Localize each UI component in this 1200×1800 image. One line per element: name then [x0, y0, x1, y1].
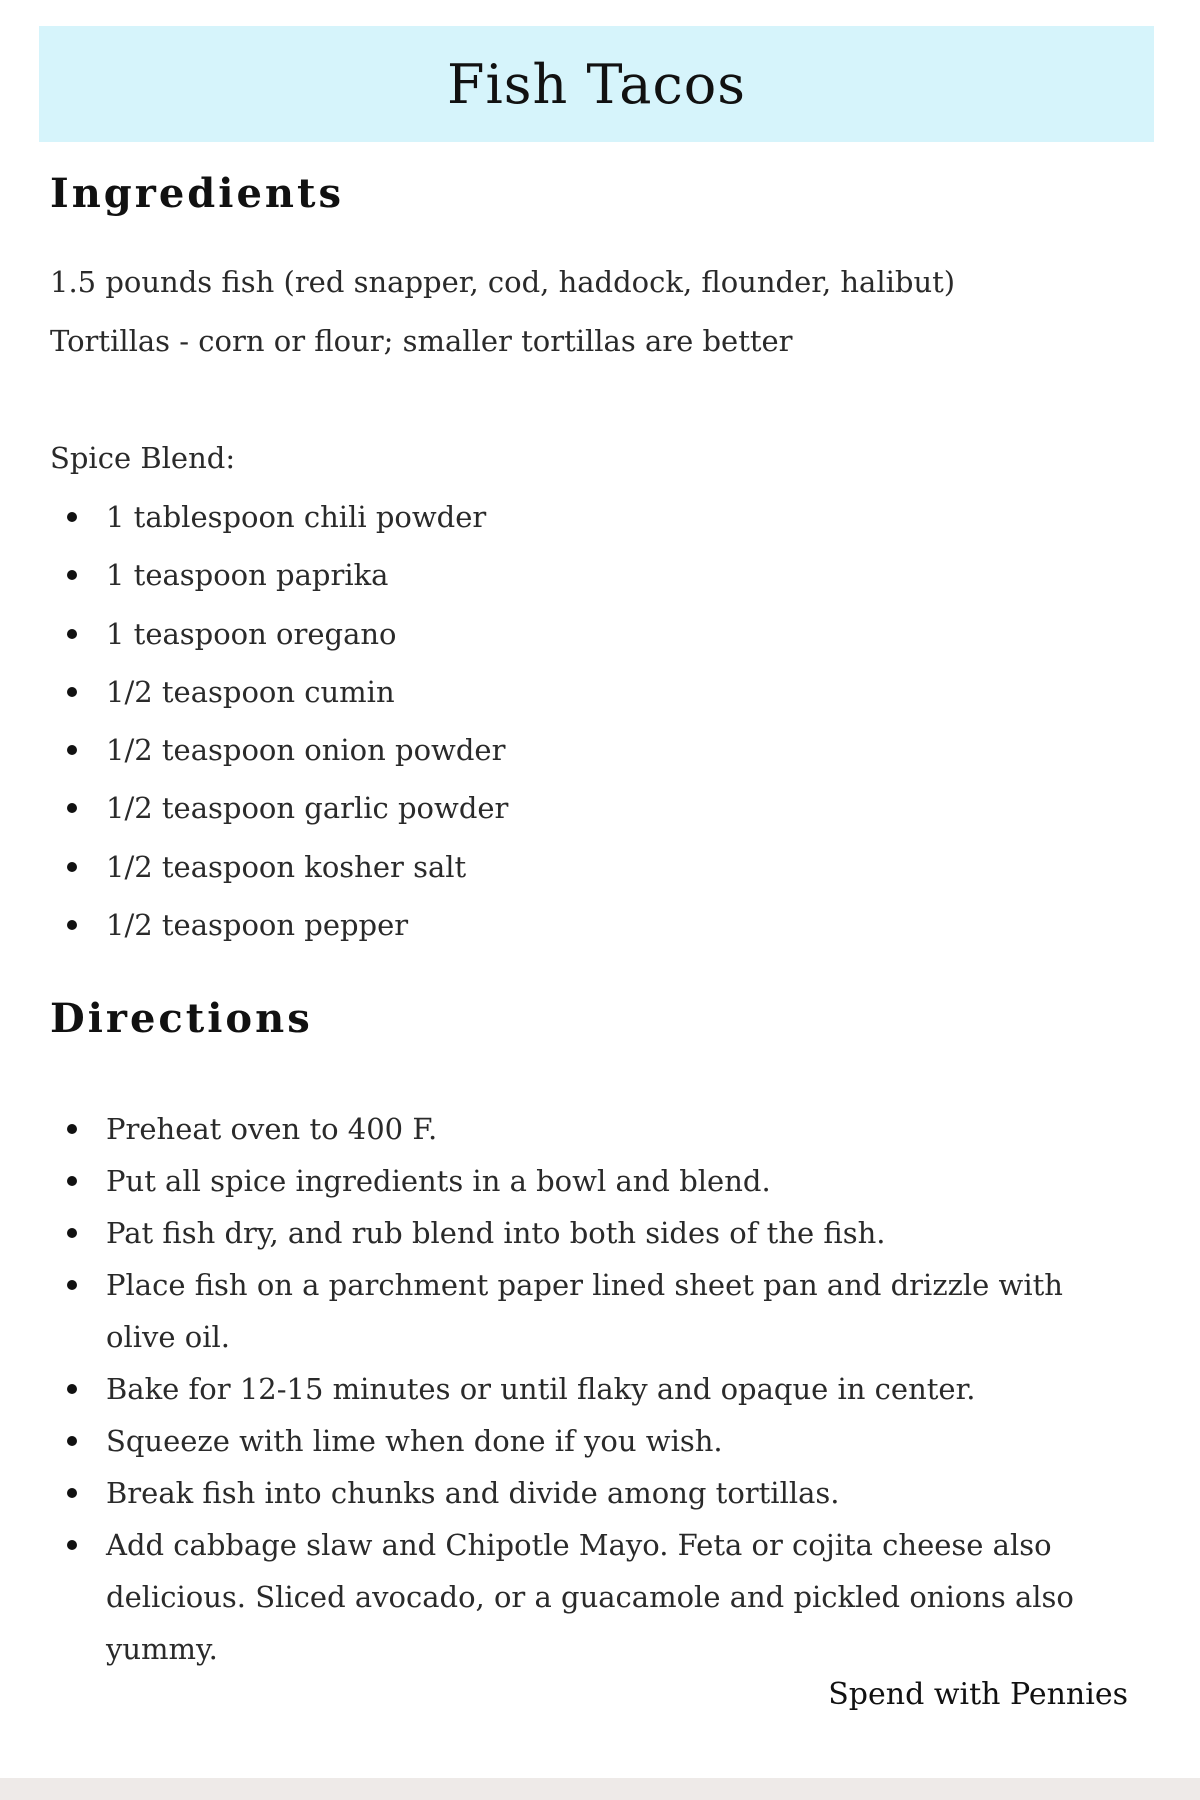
direction-step: Bake for 12-15 minutes or until flaky and opaque in center. — [50, 1363, 1130, 1415]
direction-step: Preheat oven to 400 F. — [50, 1103, 1130, 1155]
directions-heading: Directions — [50, 995, 313, 1042]
direction-step: Add cabbage slaw and Chipotle Mayo. Feta or cojita cheese also delicious. Sliced avocado, or a guacamole and pickled onions also yummy. — [50, 1519, 1130, 1675]
spice-item: 1/2 teaspoon garlic powder — [50, 788, 1150, 846]
direction-step: Put all spice ingredients in a bowl and blend. — [50, 1155, 1130, 1207]
spice-item: 1/2 teaspoon cumin — [50, 672, 1150, 730]
direction-step: Place fish on a parchment paper lined sheet pan and drizzle with olive oil. — [50, 1259, 1130, 1363]
source-credit: Spend with Pennies — [828, 1677, 1128, 1712]
direction-step: Break fish into chunks and divide among tortillas. — [50, 1467, 1130, 1519]
spice-item: 1/2 teaspoon onion powder — [50, 730, 1150, 788]
spice-item: 1/2 teaspoon pepper — [50, 905, 1150, 963]
spice-item: 1 teaspoon oregano — [50, 614, 1150, 672]
ingredients-heading: Ingredients — [50, 170, 344, 217]
footer-strip — [0, 1778, 1200, 1800]
spice-blend-list — [50, 497, 1150, 963]
ingredient-fish: 1.5 pounds fish (red snapper, cod, haddock, flounder, halibut) — [50, 265, 956, 299]
direction-step: Pat fish dry, and rub blend into both sides of the fish. — [50, 1207, 1130, 1259]
ingredient-tortillas: Tortillas - corn or flour; smaller tortillas are better — [50, 324, 793, 358]
spice-item: 1/2 teaspoon kosher salt — [50, 847, 1150, 905]
direction-step: Squeeze with lime when done if you wish. — [50, 1415, 1130, 1467]
directions-list — [50, 1103, 1130, 1675]
title-banner — [39, 26, 1154, 142]
spice-item: 1 tablespoon chili powder — [50, 497, 1150, 555]
recipe-title: Fish Tacos — [447, 52, 746, 116]
spice-item: 1 teaspoon paprika — [50, 555, 1150, 613]
spice-blend-label: Spice Blend: — [50, 441, 236, 475]
